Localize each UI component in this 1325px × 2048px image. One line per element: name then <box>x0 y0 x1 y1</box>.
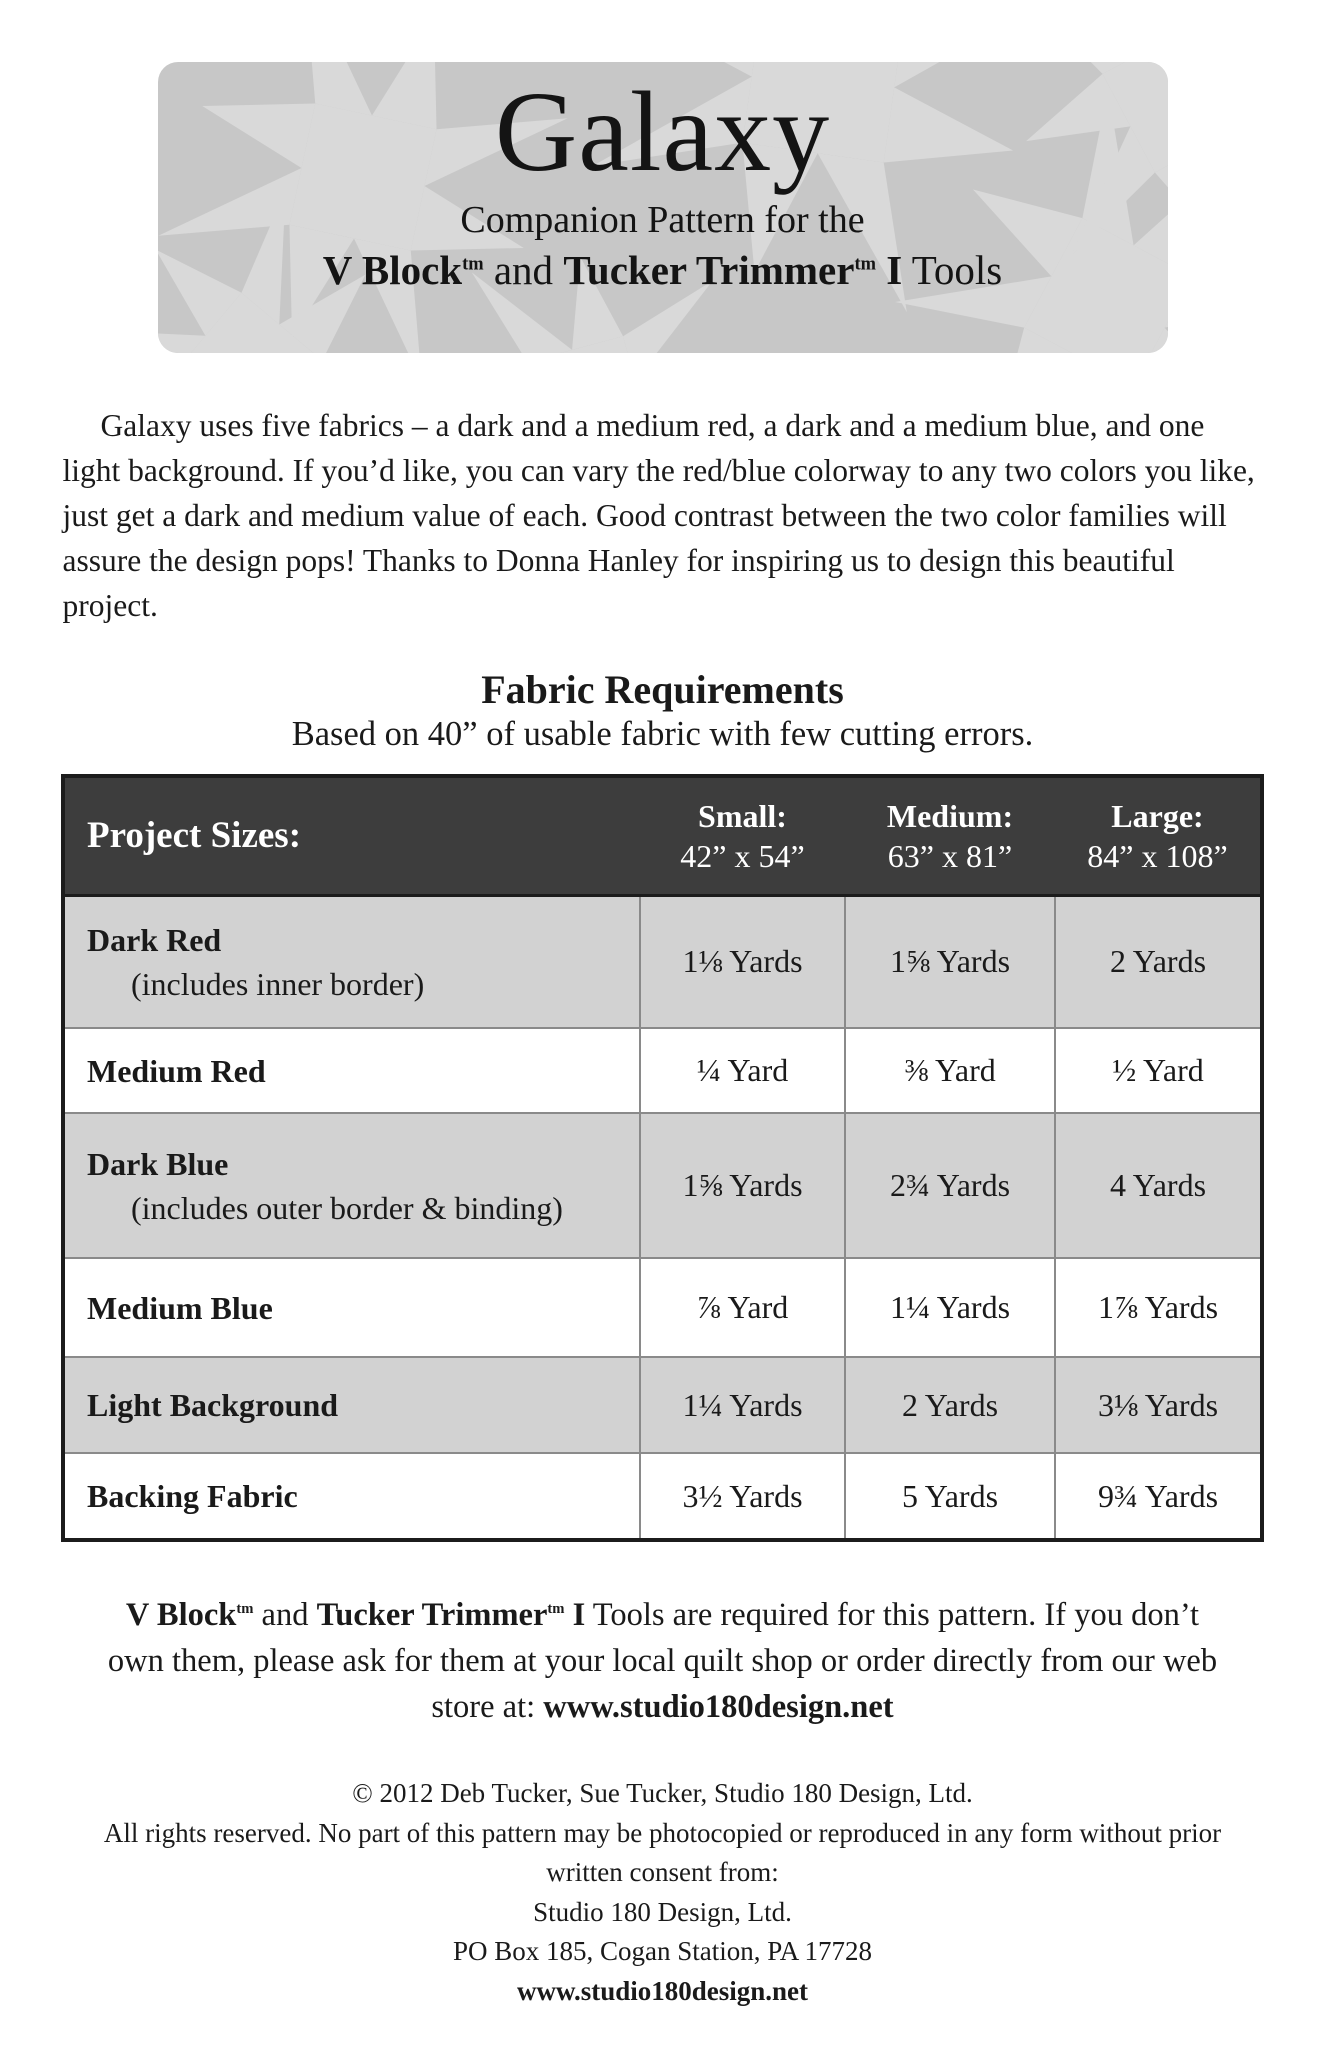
tools-line-and: and <box>483 247 564 293</box>
project-sizes-header: Project Sizes: <box>63 776 640 895</box>
fabric-note: (includes inner border) <box>131 965 425 1002</box>
table-row-backing-fabric <box>63 1453 1262 1540</box>
column-header-large <box>1055 776 1262 895</box>
tool-name-tucker-trimmer: Tucker Trimmer <box>563 247 855 293</box>
yardage-cell-medium: 2¾ Yards <box>845 1113 1055 1258</box>
trademark-mark: tm <box>462 253 484 274</box>
tool-name-v-block: V Block <box>322 247 463 293</box>
trademark-mark: tm <box>547 1601 565 1618</box>
required-and: and <box>253 1597 317 1633</box>
yardage-cell-medium: ⅜ Yard <box>845 1028 1055 1113</box>
column-name: Large: <box>1111 797 1204 834</box>
required-text: Tools are required for this pattern. If you don’t own them, please ask for them at your local quilt shop or order directly from our web store at: <box>107 1597 1218 1725</box>
fabric-label-cell <box>63 895 640 1028</box>
banner-tools-line <box>158 246 1168 294</box>
copyright-line: © 2012 Deb Tucker, Sue Tucker, Studio 180 Design, Ltd. <box>352 1778 973 1808</box>
copyright-line: Studio 180 Design, Ltd. <box>533 1896 792 1927</box>
fabric-requirements-table <box>61 774 1264 1542</box>
column-name: Small: <box>698 797 787 834</box>
web-store-url: www.studio180design.net <box>543 1689 894 1725</box>
yardage-cell-large: 9¾ Yards <box>1055 1453 1262 1540</box>
table-row-medium-red <box>63 1028 1262 1113</box>
fabric-requirements-subheading: Based on 40” of usable fabric with few cutting errors. <box>291 715 1034 753</box>
yardage-cell-medium: 1¼ Yards <box>845 1258 1055 1357</box>
yardage-cell-small: ¼ Yard <box>640 1028 845 1113</box>
column-size: 84” x 108” <box>1087 837 1228 874</box>
fabric-name: Medium Blue <box>87 1289 273 1326</box>
table-row-dark-red <box>63 895 1262 1028</box>
fabric-label-cell <box>63 1258 640 1357</box>
column-header-small <box>640 776 845 895</box>
fabric-note: (includes outer border & binding) <box>131 1189 563 1226</box>
yardage-cell-medium: 2 Yards <box>845 1357 1055 1453</box>
copyright-block <box>0 1774 1325 2011</box>
tool-name-roman-numeral: I <box>875 247 903 293</box>
copyright-url: www.studio180design.net <box>516 1975 809 2006</box>
title-banner <box>158 62 1168 353</box>
tool-name-roman-numeral: I <box>564 1597 586 1633</box>
table-row-dark-blue <box>63 1113 1262 1258</box>
fabric-requirements-heading: Fabric Requirements <box>481 667 844 712</box>
yardage-cell-small: ⅞ Yard <box>640 1258 845 1357</box>
page-title: Galaxy <box>494 68 831 195</box>
intro-paragraph: Galaxy uses five fabrics – a dark and a medium red, a dark and a medium blue, and one light background. If you’d like, you can vary the red/blue colorway to any two colors you like, just get a dark and medium value of each. Good contrast between the two color families will assure the design pops! Thanks to Donna Hanley for inspiring us to design this beautiful project. <box>62 408 1255 623</box>
column-header-medium <box>845 776 1055 895</box>
tool-name-tucker-trimmer: Tucker Trimmer <box>316 1597 548 1633</box>
yardage-cell-large: 2 Yards <box>1055 895 1262 1028</box>
required-tools-paragraph <box>98 1592 1228 1730</box>
yardage-cell-small: 1⅛ Yards <box>640 895 845 1028</box>
fabric-name: Medium Red <box>87 1052 266 1089</box>
copyright-line: All rights reserved. No part of this pattern may be photocopied or reproduced in any form without prior <box>103 1817 1222 1848</box>
table-row-medium-blue <box>63 1258 1262 1357</box>
fabric-label-cell <box>63 1028 640 1113</box>
yardage-cell-small: 1⅝ Yards <box>640 1113 845 1258</box>
column-size: 63” x 81” <box>887 837 1013 874</box>
table-header-row <box>63 776 1262 895</box>
column-name: Medium: <box>886 797 1014 834</box>
tool-name-v-block: V Block <box>125 1597 237 1633</box>
copyright-line: written consent from: <box>546 1857 779 1887</box>
fabric-label-cell <box>63 1453 640 1540</box>
trademark-mark: tm <box>854 253 876 274</box>
trademark-mark: tm <box>236 1601 254 1618</box>
banner-subtitle: Companion Pattern for the <box>460 199 865 241</box>
fabric-name: Light Background <box>87 1387 339 1423</box>
yardage-cell-small: 1¼ Yards <box>640 1357 845 1453</box>
column-size: 42” x 54” <box>680 837 805 874</box>
fabric-label-cell <box>63 1357 640 1453</box>
banner-content <box>158 62 1168 294</box>
yardage-cell-large: 1⅞ Yards <box>1055 1258 1262 1357</box>
fabric-name: Backing Fabric <box>87 1478 298 1514</box>
yardage-cell-large: ½ Yard <box>1055 1028 1262 1113</box>
table-row-light-background <box>63 1357 1262 1453</box>
yardage-cell-large: 4 Yards <box>1055 1113 1262 1258</box>
fabric-label-cell <box>63 1113 640 1258</box>
yardage-cell-medium: 5 Yards <box>845 1453 1055 1540</box>
copyright-line: PO Box 185, Cogan Station, PA 17728 <box>452 1936 873 1966</box>
fabric-name: Dark Blue <box>87 1145 229 1182</box>
tools-line-rest: Tools <box>902 247 1003 293</box>
fabric-name: Dark Red <box>87 921 222 958</box>
yardage-cell-small: 3½ Yards <box>640 1453 845 1540</box>
yardage-cell-large: 3⅛ Yards <box>1055 1357 1262 1453</box>
yardage-cell-medium: 1⅝ Yards <box>845 895 1055 1028</box>
